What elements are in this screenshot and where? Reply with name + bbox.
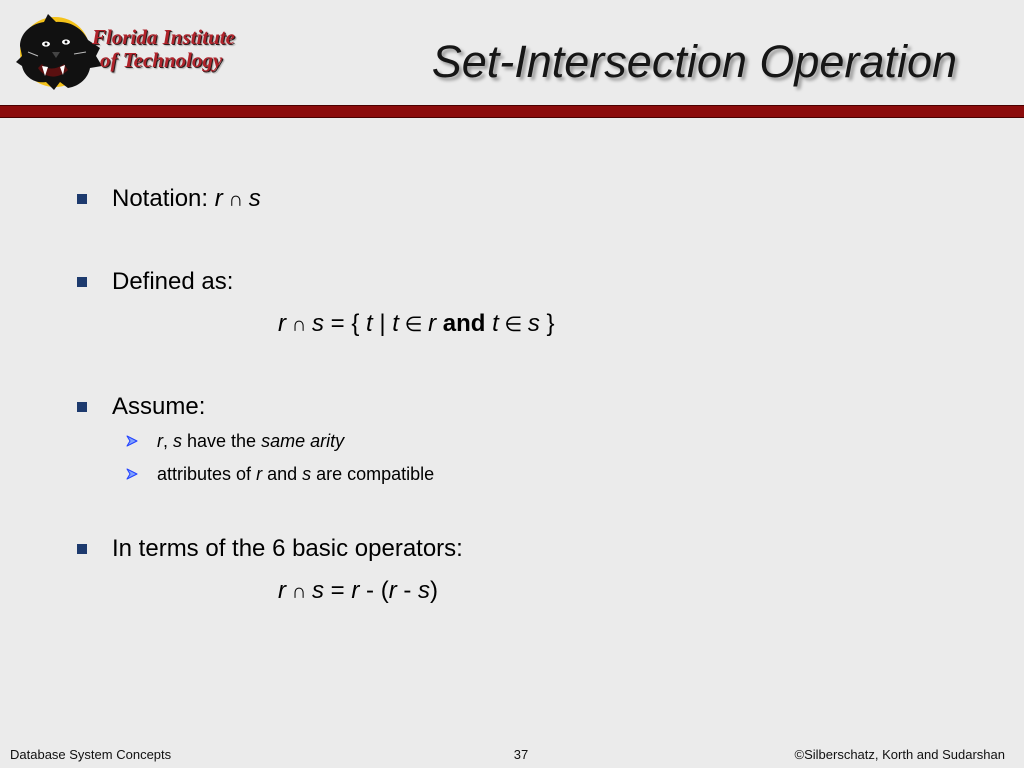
formula-text [278,576,438,607]
bullet-text [112,184,261,215]
slide-title: Set-Intersection Operation [431,36,957,87]
and-keyword: and [436,310,493,337]
relation-s: s [527,310,540,337]
tuple-t: t [392,310,399,337]
footer-copyright: ©Silberschatz, Korth and Sudarshan [794,747,1005,762]
relation-r: r [278,310,286,337]
tuple-t: t [492,310,499,337]
same-arity-term: same arity [261,431,345,451]
square-bullet-icon [77,194,87,204]
arrowhead-bullet-icon [126,435,138,447]
sub-bullet-text [157,429,344,453]
element-of-operator: ∈ [498,314,528,336]
sub-bullet-text [157,462,434,486]
minus-sign: - [396,577,419,604]
minus-open-paren: - ( [359,577,389,604]
formula-basic-operators [0,576,1024,606]
sub-bullet-compatible [0,462,1024,486]
bullet-notation [0,184,1024,214]
logo-text-line1: Florida Institute [92,25,235,49]
intersection-operator: ∩ [286,314,312,336]
relation-r: r [157,431,163,451]
close-paren: ) [430,577,439,604]
notation-label: Notation: [112,185,215,212]
square-bullet-icon [77,544,87,554]
bullet-text: Defined as: [112,268,234,295]
text: have the [182,431,262,451]
bullet-text: In terms of the 6 basic operators: [112,535,463,562]
square-bullet-icon [77,277,87,287]
relation-r: r [256,464,263,484]
text: are compatible [311,464,435,484]
relation-s: s [302,464,312,484]
sub-bullet-same-arity [0,429,1024,453]
arrowhead-bullet-icon [126,468,138,480]
intersection-operator: ∩ [222,189,249,211]
relation-s: s [173,431,183,451]
equals-sign: = [324,577,352,604]
square-bullet-icon [77,402,87,412]
relation-s: s [312,310,324,337]
formula-text [278,309,555,340]
logo-text-line2: of Technology [100,48,223,72]
bullet-defined-as [0,267,1024,297]
relation-r: r [428,310,437,337]
relation-s: s [248,185,261,212]
relation-r: r [388,577,397,604]
bullet-basic-operators [0,534,1024,564]
element-of-operator: ∈ [398,314,429,336]
relation-s: s [418,577,431,604]
equals-open-brace: = { [324,310,367,337]
bullet-text: Assume: [112,393,206,420]
footer-page-number: 37 [513,747,529,762]
relation-r: r [214,185,223,212]
relation-r: r [351,577,360,604]
close-brace: } [539,310,555,337]
tuple-t: t [366,310,373,337]
formula-definition [0,309,1024,339]
intersection-operator: ∩ [286,581,312,603]
relation-s: s [312,577,324,604]
relation-r: r [278,577,286,604]
text: and [262,464,303,484]
title-divider-bar [0,105,1024,118]
footer-course-title: Database System Concepts [10,747,172,762]
bullet-assume [0,392,1024,422]
comma: , [163,431,174,451]
text: attributes of [157,464,257,484]
such-that-bar: | [372,310,393,337]
